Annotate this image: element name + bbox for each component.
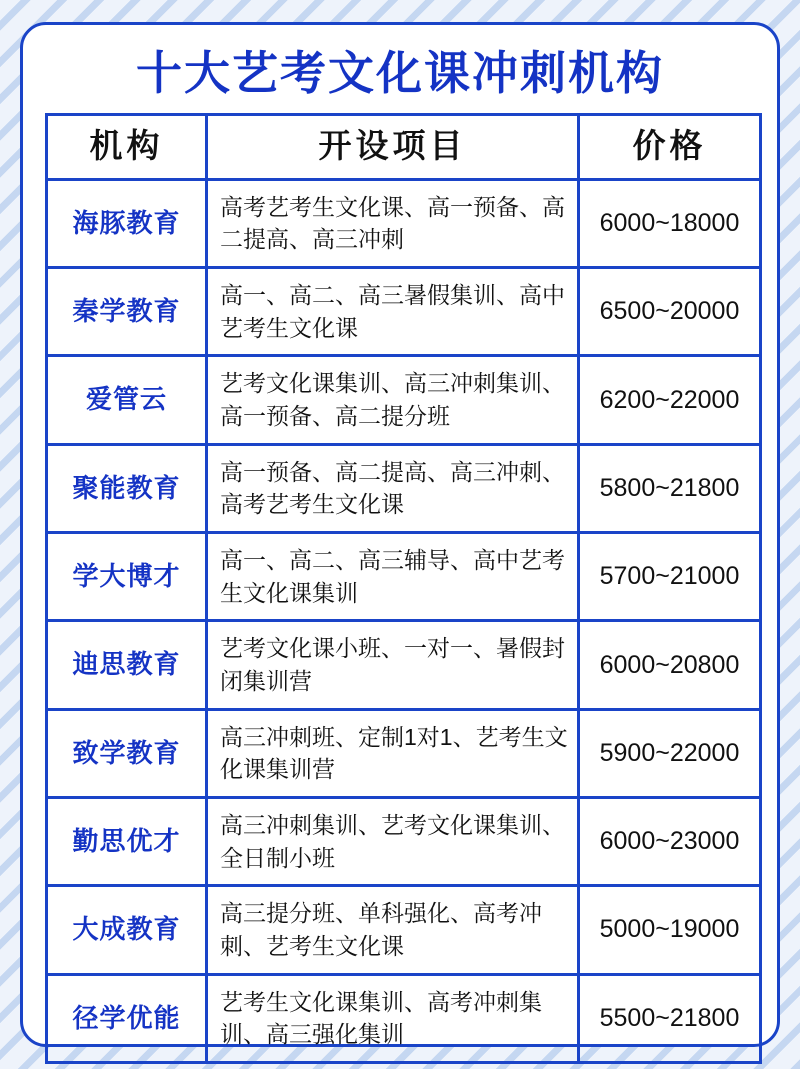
table-row bbox=[47, 268, 761, 356]
cell-programs: 高三提分班、单科强化、高考冲刺、艺考生文化课 bbox=[207, 886, 579, 974]
column-header-price: 价格 bbox=[579, 114, 761, 179]
cell-price: 5500~21800 bbox=[579, 974, 761, 1062]
cell-programs: 艺考文化课小班、一对一、暑假封闭集训营 bbox=[207, 621, 579, 709]
cell-price: 6000~23000 bbox=[579, 797, 761, 885]
poster-card bbox=[20, 22, 780, 1047]
table-header-row bbox=[47, 114, 761, 179]
cell-price: 6200~22000 bbox=[579, 356, 761, 444]
cell-org: 秦学教育 bbox=[47, 268, 207, 356]
cell-org: 学大博才 bbox=[47, 533, 207, 621]
table-row bbox=[47, 533, 761, 621]
table-header bbox=[47, 114, 761, 179]
table-row bbox=[47, 444, 761, 532]
cell-org: 径学优能 bbox=[47, 974, 207, 1062]
table-row bbox=[47, 621, 761, 709]
cell-programs: 高一、高二、高三暑假集训、高中艺考生文化课 bbox=[207, 268, 579, 356]
table-row bbox=[47, 709, 761, 797]
cell-org: 大成教育 bbox=[47, 886, 207, 974]
cell-programs: 艺考生文化课集训、高考冲刺集训、高三强化集训 bbox=[207, 974, 579, 1062]
table-row bbox=[47, 886, 761, 974]
cell-org: 勤思优才 bbox=[47, 797, 207, 885]
page-title: 十大艺考文化课冲刺机构 bbox=[136, 47, 664, 99]
cell-programs: 高一预备、高二提高、高三冲刺、高考艺考生文化课 bbox=[207, 444, 579, 532]
table-row bbox=[47, 974, 761, 1062]
cell-programs: 高考艺考生文化课、高一预备、高二提高、高三冲刺 bbox=[207, 179, 579, 267]
cell-price: 6000~18000 bbox=[579, 179, 761, 267]
cell-org: 爱管云 bbox=[47, 356, 207, 444]
cell-price: 5800~21800 bbox=[579, 444, 761, 532]
table-row bbox=[47, 179, 761, 267]
table-row bbox=[47, 356, 761, 444]
cell-programs: 艺考文化课集训、高三冲刺集训、高一预备、高二提分班 bbox=[207, 356, 579, 444]
cell-programs: 高一、高二、高三辅导、高中艺考生文化课集训 bbox=[207, 533, 579, 621]
cell-org: 海豚教育 bbox=[47, 179, 207, 267]
cell-price: 5900~22000 bbox=[579, 709, 761, 797]
table-row bbox=[47, 797, 761, 885]
cell-price: 6500~20000 bbox=[579, 268, 761, 356]
cell-programs: 高三冲刺班、定制1对1、艺考生文化课集训营 bbox=[207, 709, 579, 797]
table-body bbox=[47, 179, 761, 1062]
cell-price: 5700~21000 bbox=[579, 533, 761, 621]
cell-programs: 高三冲刺集训、艺考文化课集训、全日制小班 bbox=[207, 797, 579, 885]
institutions-table bbox=[45, 113, 762, 1064]
column-header-programs: 开设项目 bbox=[207, 114, 579, 179]
cell-org: 迪思教育 bbox=[47, 621, 207, 709]
cell-price: 5000~19000 bbox=[579, 886, 761, 974]
column-header-org: 机构 bbox=[47, 114, 207, 179]
cell-price: 6000~20800 bbox=[579, 621, 761, 709]
cell-org: 致学教育 bbox=[47, 709, 207, 797]
cell-org: 聚能教育 bbox=[47, 444, 207, 532]
